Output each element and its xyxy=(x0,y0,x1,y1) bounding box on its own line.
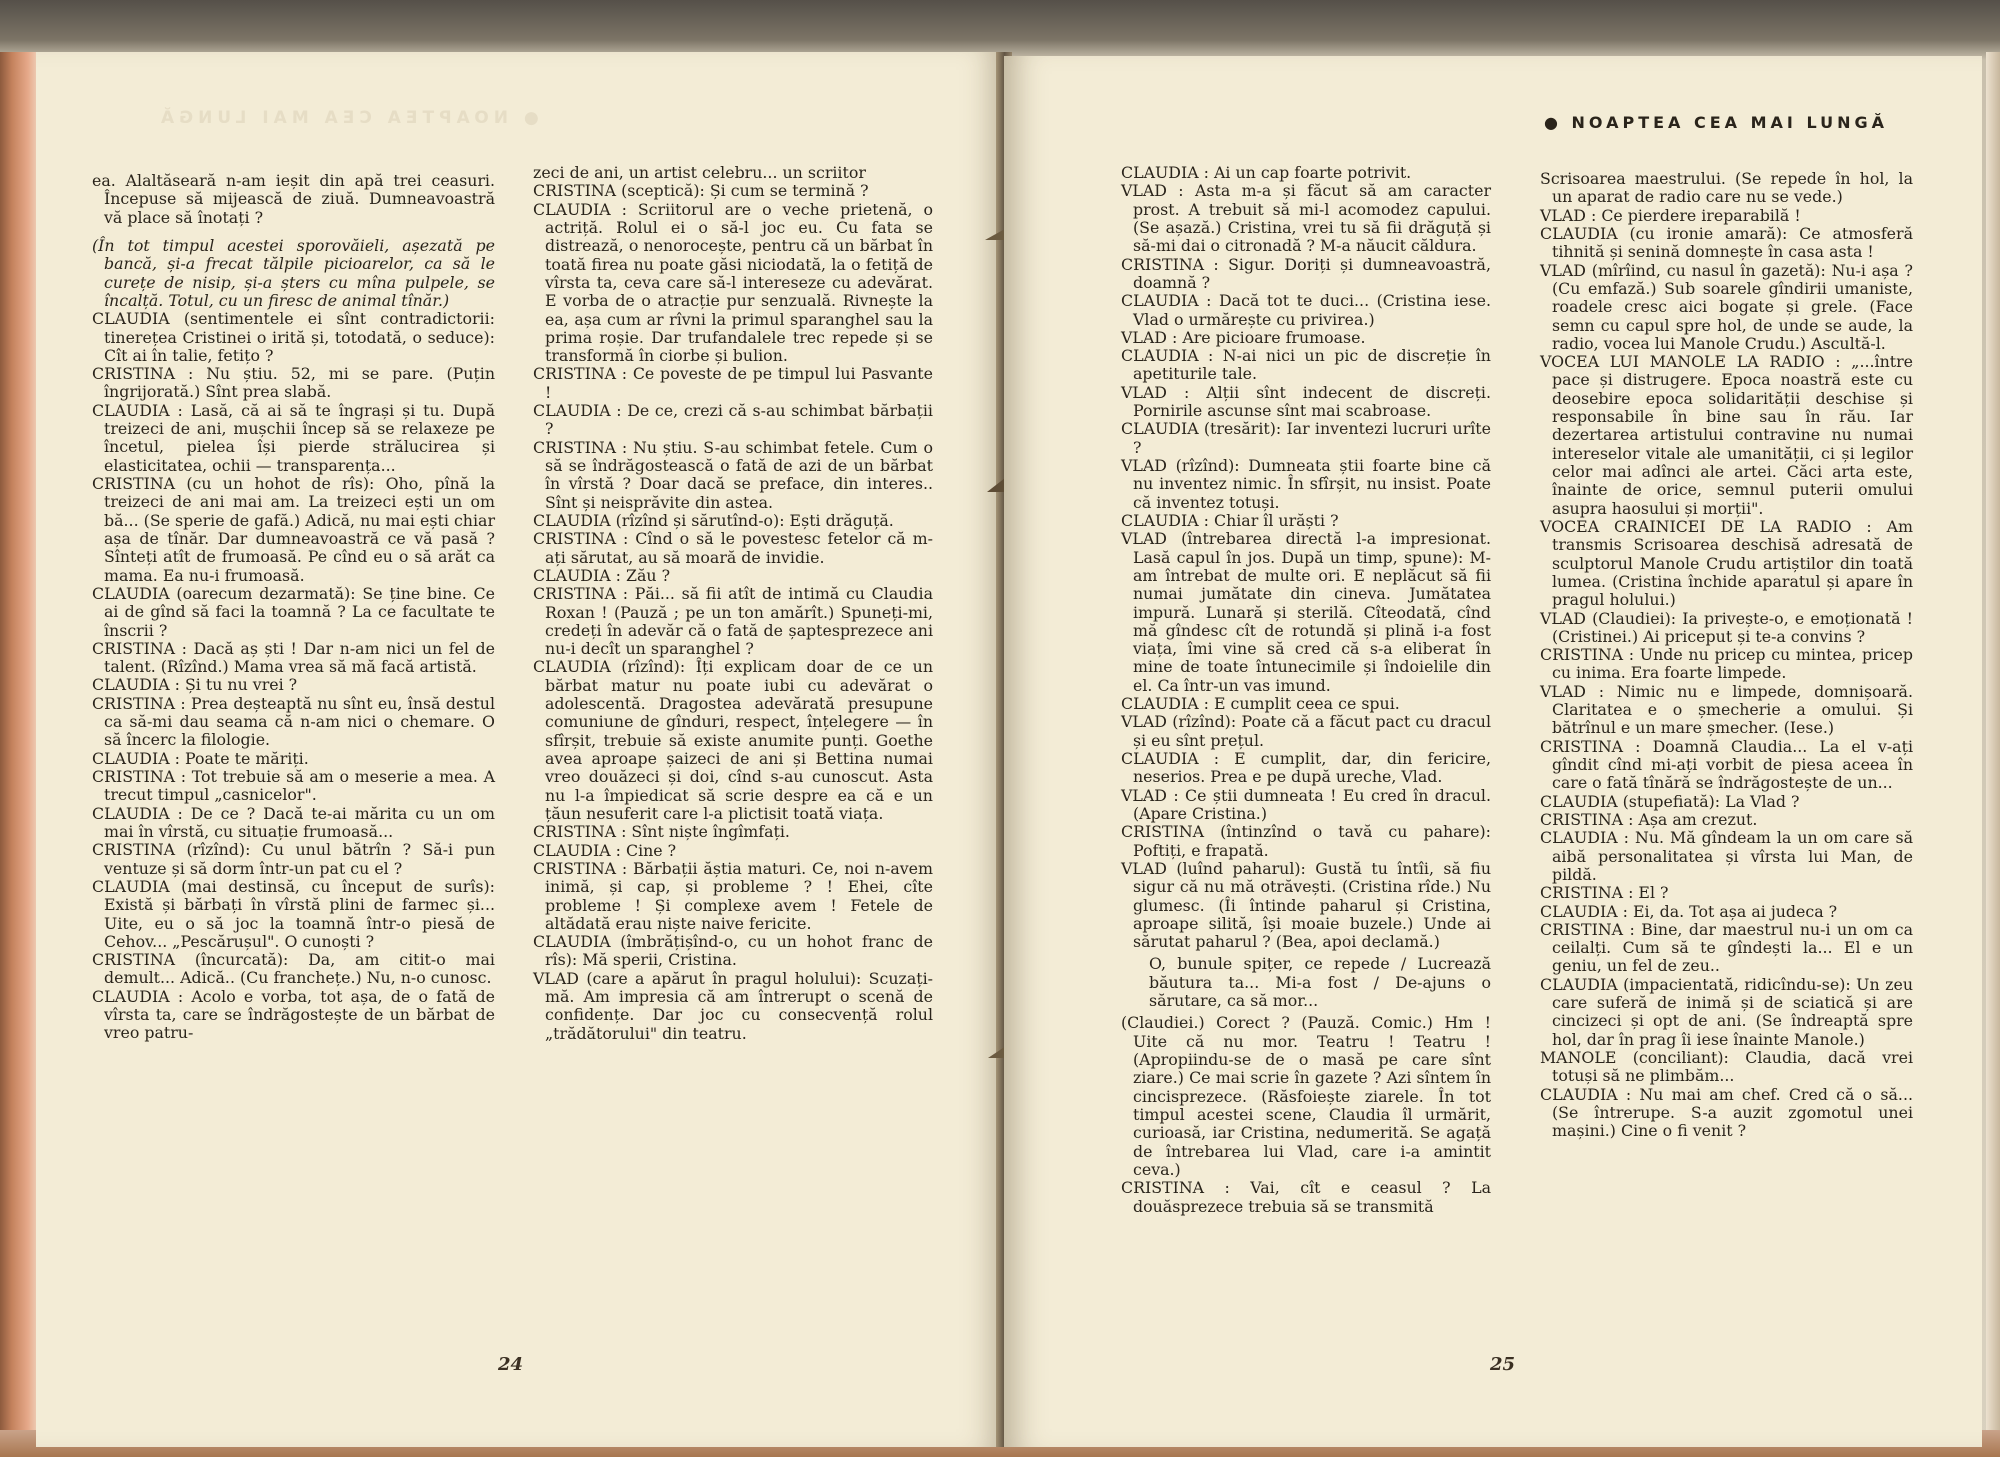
dialogue-line: CLAUDIA : E cumplit, dar, din fericire, neserios. Prea e pe după ureche, Vlad. xyxy=(1121,749,1491,787)
dialogue-line: VOCEA CRAINICEI DE LA RADIO : Am transmis Scrisoarea deschisă adresată de sculptorul Manole Crudu artiștilor din toată lumea. (Cristina închide aparatul și apare în pragul holului.) xyxy=(1540,516,1913,610)
dialogue-line: CRISTINA : Doamnă Claudia... La el v-ați gîndit cînd mi-ați vorbit de piesa aceea în care o fată tînără se îndrăgostește de un... xyxy=(1540,736,1913,793)
dialogue-line: CLAUDIA : De ce, crezi că s-au schimbat bărbații ? xyxy=(533,401,933,439)
dialogue-line: CLAUDIA : Poate te măriți. xyxy=(92,748,309,768)
dialogue-line: CLAUDIA : Acolo e vorba, tot așa, de o fată de vîrsta ta, care se îndrăgostește de un bărbat de vreo patru- xyxy=(92,986,495,1043)
book-cover-edge-left xyxy=(0,52,40,1457)
left-page-column-1 xyxy=(92,172,495,1043)
dialogue-line: CLAUDIA (stupefiată): La Vlad ? xyxy=(1540,791,1800,811)
dialogue-line: VLAD (mîrîind, cu nasul în gazetă): Nu-i așa ? (Cu emfază.) Sub soarele gîndirii umaniste, roadele cresc aici bogate și grele. (Face semn cu capul spre hol, de unde se aude, la radio, vocea lui Manole Crudu.) Ascultă-l. xyxy=(1540,260,1913,353)
dialogue-line: CLAUDIA : Nu mai am chef. Cred că o să... (Se întrerupe. S-a auzit zgomotul unei mașini.) Cine o fi venit ? xyxy=(1540,1084,1913,1141)
left-page-column-2 xyxy=(533,164,933,1043)
dialogue-line: CRISTINA (cu un hohot de rîs): Oho, pînă la treizeci de ani mai am. La treizeci ești un om bă... (Se sperie de gafă.) Adică, nu mai ești chiar așa de tînăr. Dar dumneavoastră ce vă pasă ? Sînteți atît de frumoasă. Pe cînd eu o să arăt ca mama. Ea nu-i frumoasă. xyxy=(92,474,495,585)
dialogue-line: CRISTINA (rîzînd): Cu unul bătrîn ? Să-i pun ventuze și să dorm într-un pat cu el ? xyxy=(92,840,495,878)
page-number-right: 25 xyxy=(1490,1354,1516,1375)
dialogue-line: CRISTINA : Sigur. Doriți și dumneavoastră, doamnă ? xyxy=(1121,254,1491,292)
dialogue-line: CLAUDIA : N-ai nici un pic de discreție în apetiturile tale. xyxy=(1121,346,1491,384)
dialogue-line: CRISTINA : Cînd o să le povestesc fetelor că m-ați sărutat, au să moară de invidie. xyxy=(533,529,933,567)
dialogue-line: CLAUDIA (rîzînd): Îți explicam doar de ce un bărbat matur nu poate iubi cu adevărat o adolescentă. Dragostea adevărată presupune comuniune de gînduri, respect, înțelegere — în sfîrșit, trebuie să existe anumite punți. Goethe avea aproape șaizeci de ani și Bettina numai vreo douăzeci și doi, cînd s-au cunoscut. Asta nu l-a împiedicat să scrie despre ea că e un țăun nesuferit care l-a plictisit toată viața. xyxy=(533,657,933,823)
right-page-column-2 xyxy=(1540,170,1913,1141)
dialogue-line: CRISTINA : Bărbații ăștia maturi. Ce, noi n-avem inimă, și cap, și probleme ? ! Ehei, cîte probleme ! Și complexe avem ! Fetele de altădată erau niște naive fericite. xyxy=(533,858,933,933)
dialogue-line: CLAUDIA : Zău ? xyxy=(533,565,671,585)
dialogue-line: CLAUDIA : De ce ? Dacă te-ai mărita cu un om mai în vîrstă, cu situație frumoasă... xyxy=(92,803,495,841)
dialogue-line: VLAD : Alții sînt indecent de discreți. Pornirile ascunse sînt mai scabroase. xyxy=(1121,382,1491,421)
dialogue-line: VLAD (întrebarea directă l-a impresionat. Lasă capul în jos. După un timp, spune): M-am întrebat de multe ori. E neplăcut să fii numai jumătate din cineva. Jumătatea impură. Lunară și sterilă. Cîteodată, cînd mă gîndesc cît de rotundă și plină i-a fost viața, îmi vine să cred că s-a eliberat în mine de toate întunecimile și îndoielile din el. Ca într-un vas imund. xyxy=(1121,529,1491,695)
dialogue-line: VOCEA LUI MANOLE LA RADIO : „...între pace și distrugere. Epoca noastră este cu deosebire epoca solidarității deschise și responsabile în bine sau în rău. Iar dezertarea artistului contravine nu numai intereselor vitale ale umanității, ci și legilor celor mai adînci ale artei. Căci arta este, înainte de orice, semnul puterii omului asupra haosului și morții". xyxy=(1540,352,1913,518)
dialogue-line: CLAUDIA (sentimentele ei sînt contradictorii: tinerețea Cristinei o irită și, totodată, o seduce): Cît ai în talie, fetițo ? xyxy=(92,309,495,365)
dialogue-line: VLAD (rîzînd): Poate că a făcut pact cu dracul și eu sînt prețul. xyxy=(1121,712,1491,750)
dialogue-line: CLAUDIA : Ei, da. Tot așa ai judeca ? xyxy=(1540,901,1838,921)
dialogue-line: Scrisoarea maestrului. (Se repede în hol, la un aparat de radio care nu se vede.) xyxy=(1540,169,1913,207)
dialogue-line: CLAUDIA (cu ironie amară): Ce atmosferă tihnită și senină domnește în casa asta ! xyxy=(1540,223,1913,262)
dialogue-line: CLAUDIA : Scriitorul are o veche prietenă, o actriță. Rolul ei o să-l joc eu. Cu fata se distrează, o nenorocește, pentru că un bărbat în toată firea nu poate găsi niciodată, la o fetiță de vîrsta ta, ceva care să-l intereseze cu adevărat. E vorba de o atracție pur senzuală. Rivnește la ea, așa cum ar rîvni la primul sparanghel sau la prima roșie. Dar trufandalele trec repede și se transformă în ciorbe și bulion. xyxy=(533,199,933,366)
dialogue-line: CRISTINA : Bine, dar maestrul nu-i un om ca ceilalți. Cum să te gîndești la... El e un geniu, un fel de zeu.. xyxy=(1540,919,1913,976)
dialogue-line: CRISTINA : Nu știu. S-au schimbat fetele. Cum o să se îndrăgostească o fată de azi de un bărbat în vîrstă ? Doar dacă se preface, din interes.. Sînt și neisprăvite din astea. xyxy=(533,437,933,512)
dialogue-line: VLAD (luînd paharul): Gustă tu întîi, să fiu sigur că nu mă otrăvești. (Cristina rîde.) Nu glumesc. (Îi întinde paharul și Cristina, aproape silită, își moaie buzele.) Unde ai sărutat paharul ? (Bea, apoi declamă.) xyxy=(1121,858,1491,952)
dialogue-line: CRISTINA (sceptică): Și cum se termină ? xyxy=(533,181,869,201)
dialogue-line: zeci de ani, un artist celebru... un scriitor xyxy=(533,163,866,182)
dialogue-line: CLAUDIA (tresărit): Iar inventezi lucruri urîte ? xyxy=(1121,419,1491,457)
dialogue-line: ea. Alaltăseară n-am ieșit din apă trei ceasuri. Începuse să mijească de ziuă. Dumneavoastră vă place să înotați ? xyxy=(92,171,495,227)
dialogue-line: CLAUDIA : Ai un cap foarte potrivit. xyxy=(1121,163,1412,182)
dialogue-line: CRISTINA : El ? xyxy=(1540,883,1669,903)
book-cover-edge-right xyxy=(1986,52,2000,1457)
dialogue-line: CLAUDIA : E cumplit ceea ce spui. xyxy=(1121,694,1400,714)
page-number-left: 24 xyxy=(498,1354,524,1375)
dialogue-line: CRISTINA : Unde nu pricep cu mintea, pricep cu inima. Era foarte limpede. xyxy=(1540,645,1913,683)
dialogue-line: VLAD : Ce știi dumneata ! Eu cred în dracul. (Apare Cristina.) xyxy=(1121,785,1491,823)
dialogue-line: CLAUDIA (mai destinsă, cu început de surîs): Există și bărbați în vîrstă plini de farmec și... Uite, eu o să joc la toamnă într-o piesă de Cehov... „Pescărușul". O cunoști ? xyxy=(92,876,495,951)
dialogue-line: CRISTINA (întinzînd o tavă cu pahare): Poftiți, e frapată. xyxy=(1121,822,1491,860)
dialogue-line: CRISTINA : Nu știu. 52, mi se pare. (Puțin îngrijorată.) Sînt prea slabă. xyxy=(92,364,495,402)
dialogue-line: CLAUDIA : Cine ? xyxy=(533,840,677,860)
dialogue-line: VLAD : Are picioare frumoase. xyxy=(1121,327,1366,347)
dialogue-line: CRISTINA : Tot trebuie să am o meserie a mea. A trecut timpul „casnicelor". xyxy=(92,767,495,805)
dialogue-line: CLAUDIA : Nu. Mă gîndeam la un om care să aibă personalitatea și vîrsta lui Man, de pildă. xyxy=(1540,828,1913,884)
dialogue-line: (Claudiei.) Corect ? (Pauză. Comic.) Hm ! Uite că nu mor. Teatru ! Teatru ! (Apropiindu-se de o masă pe care sînt ziare.) Ce mai scrie în gazete ? Azi sîntem în cincisprezece. (Răsfoiește ziarele. În tot timpul acestei scene, Claudia îl urmărit, curioasă, iar Cristina, nedumerită. Se agață de întrebarea lui Vlad, care i-a amintit ceva.) xyxy=(1121,1013,1491,1179)
dialogue-line: CLAUDIA : Lasă, că ai să te îngrași și tu. După treizeci de ani, mușchii încep să se relaxeze pe încetul, pielea își pierde strălucirea și elasticitatea, ochii — transparența... xyxy=(92,400,495,475)
running-head-title: ● NOAPTEA CEA MAI LUNGĂ xyxy=(1544,113,1888,132)
dialogue-line: VLAD (care a apărut în pragul holului): Scuzați-mă. Am impresia că am întrerupt o scenă de confidențe. Dar joc cu consecvență rolul „trădătorului" din teatru. xyxy=(533,968,933,1043)
show-through-running-head: ● NOAPTEA CEA MAI LUNGĂ xyxy=(156,108,539,128)
dialogue-line: VLAD (Claudiei): Ia privește-o, e emoționată ! (Cristinei.) Ai priceput și te-a convins ? xyxy=(1540,608,1913,646)
dialogue-line: CRISTINA : Ce poveste de pe timpul lui Pasvante ! xyxy=(533,364,933,402)
dialogue-line: CRISTINA : Păi... să fii atît de intimă cu Claudia Roxan ! (Pauză ; pe un ton amărît.) Spuneți-mi, credeți în adevăr că o fată de șaptesprezece ani nu-i decît un sparanghel ? xyxy=(533,584,933,659)
dialogue-line: CLAUDIA : Dacă tot te duci... (Cristina iese. Vlad o urmărește cu privirea.) xyxy=(1121,291,1491,329)
dialogue-line: CLAUDIA : Chiar îl urăști ? xyxy=(1121,510,1339,530)
dialogue-line: CRISTINA (încurcată): Da, am citit-o mai demult... Adică.. (Cu franchețe.) Nu, n-o cunosc. xyxy=(92,950,495,988)
dialogue-line: CLAUDIA (oarecum dezarmată): Se ține bine. Ce ai de gînd să faci la toamnă ? La ce facultate te înscrii ? xyxy=(92,583,495,640)
stage-direction: (În tot timpul acestei sporovăieli, așezată pe bancă, și-a frecat tălpile picioarelor, ca să le curețe de nisip, și-a șters cu mîna pulpele, se încalță. Totul, cu un firesc de animal tînăr.) xyxy=(92,235,495,310)
dialogue-line: VLAD : Asta m-a și făcut să am caracter prost. A trebuit să mi-l acomodez capului. (Se așază.) Cristina, vrei tu să fii drăguță și să-mi dai o citronadă ? M-a năucit căldura. xyxy=(1121,181,1491,256)
verse-quote: O, bunule spițer, ce repede / Lucrează băutura ta... Mi-a fost / De-ajuns o sărutare, ca să mor... xyxy=(1149,954,1491,1011)
dialogue-line: CRISTINA : Sînt niște îngîmfați. xyxy=(533,822,790,842)
right-page-column-1 xyxy=(1121,164,1491,1216)
right-page xyxy=(1004,56,1982,1447)
dialogue-line: VLAD (rîzînd): Dumneata știi foarte bine că nu inventez nimic. În sfîrșit, nu insist. Poate că inventez totuși. xyxy=(1121,456,1491,512)
left-page xyxy=(36,52,1004,1447)
dialogue-line: CLAUDIA (rîzînd și sărutînd-o): Ești drăguță. xyxy=(533,510,894,530)
dialogue-line: VLAD : Ce pierdere ireparabilă ! xyxy=(1540,205,1801,225)
dialogue-line: CLAUDIA (îmbrățișînd-o, cu un hohot franc de rîs): Mă sperii, Cristina. xyxy=(533,932,933,970)
dialogue-line: CRISTINA : Așa am crezut. xyxy=(1540,809,1758,829)
dialogue-line: CRISTINA : Vai, cît e ceasul ? La douăsprezece trebuia să se transmită xyxy=(1121,1178,1491,1216)
dialogue-line: CRISTINA : Prea deșteaptă nu sînt eu, însă destul ca să-mi dau seama că n-am nici o chemare. O să încerc la filologie. xyxy=(92,693,495,750)
dialogue-line: MANOLE (conciliant): Claudia, dacă vrei totuși să ne plimbăm... xyxy=(1540,1048,1913,1086)
dialogue-line: VLAD : Nimic nu e limpede, domnișoară. Claritatea e o șmecherie a omului. Și bătrînul e un mare șmecher. (Iese.) xyxy=(1540,681,1913,738)
dialogue-line: CLAUDIA (impacientată, ridicîndu-se): Un zeu care suferă de inimă și de sciatică și are cincizeci și opt de ani. (Se îndreaptă spre hol, dar în prag îi iese înainte Manole.) xyxy=(1540,974,1913,1049)
dialogue-line: CRISTINA : Dacă aș ști ! Dar n-am nici un fel de talent. (Rîzînd.) Mama vrea să mă facă artistă. xyxy=(92,638,495,677)
dialogue-line: CLAUDIA : Și tu nu vrei ? xyxy=(92,675,298,695)
